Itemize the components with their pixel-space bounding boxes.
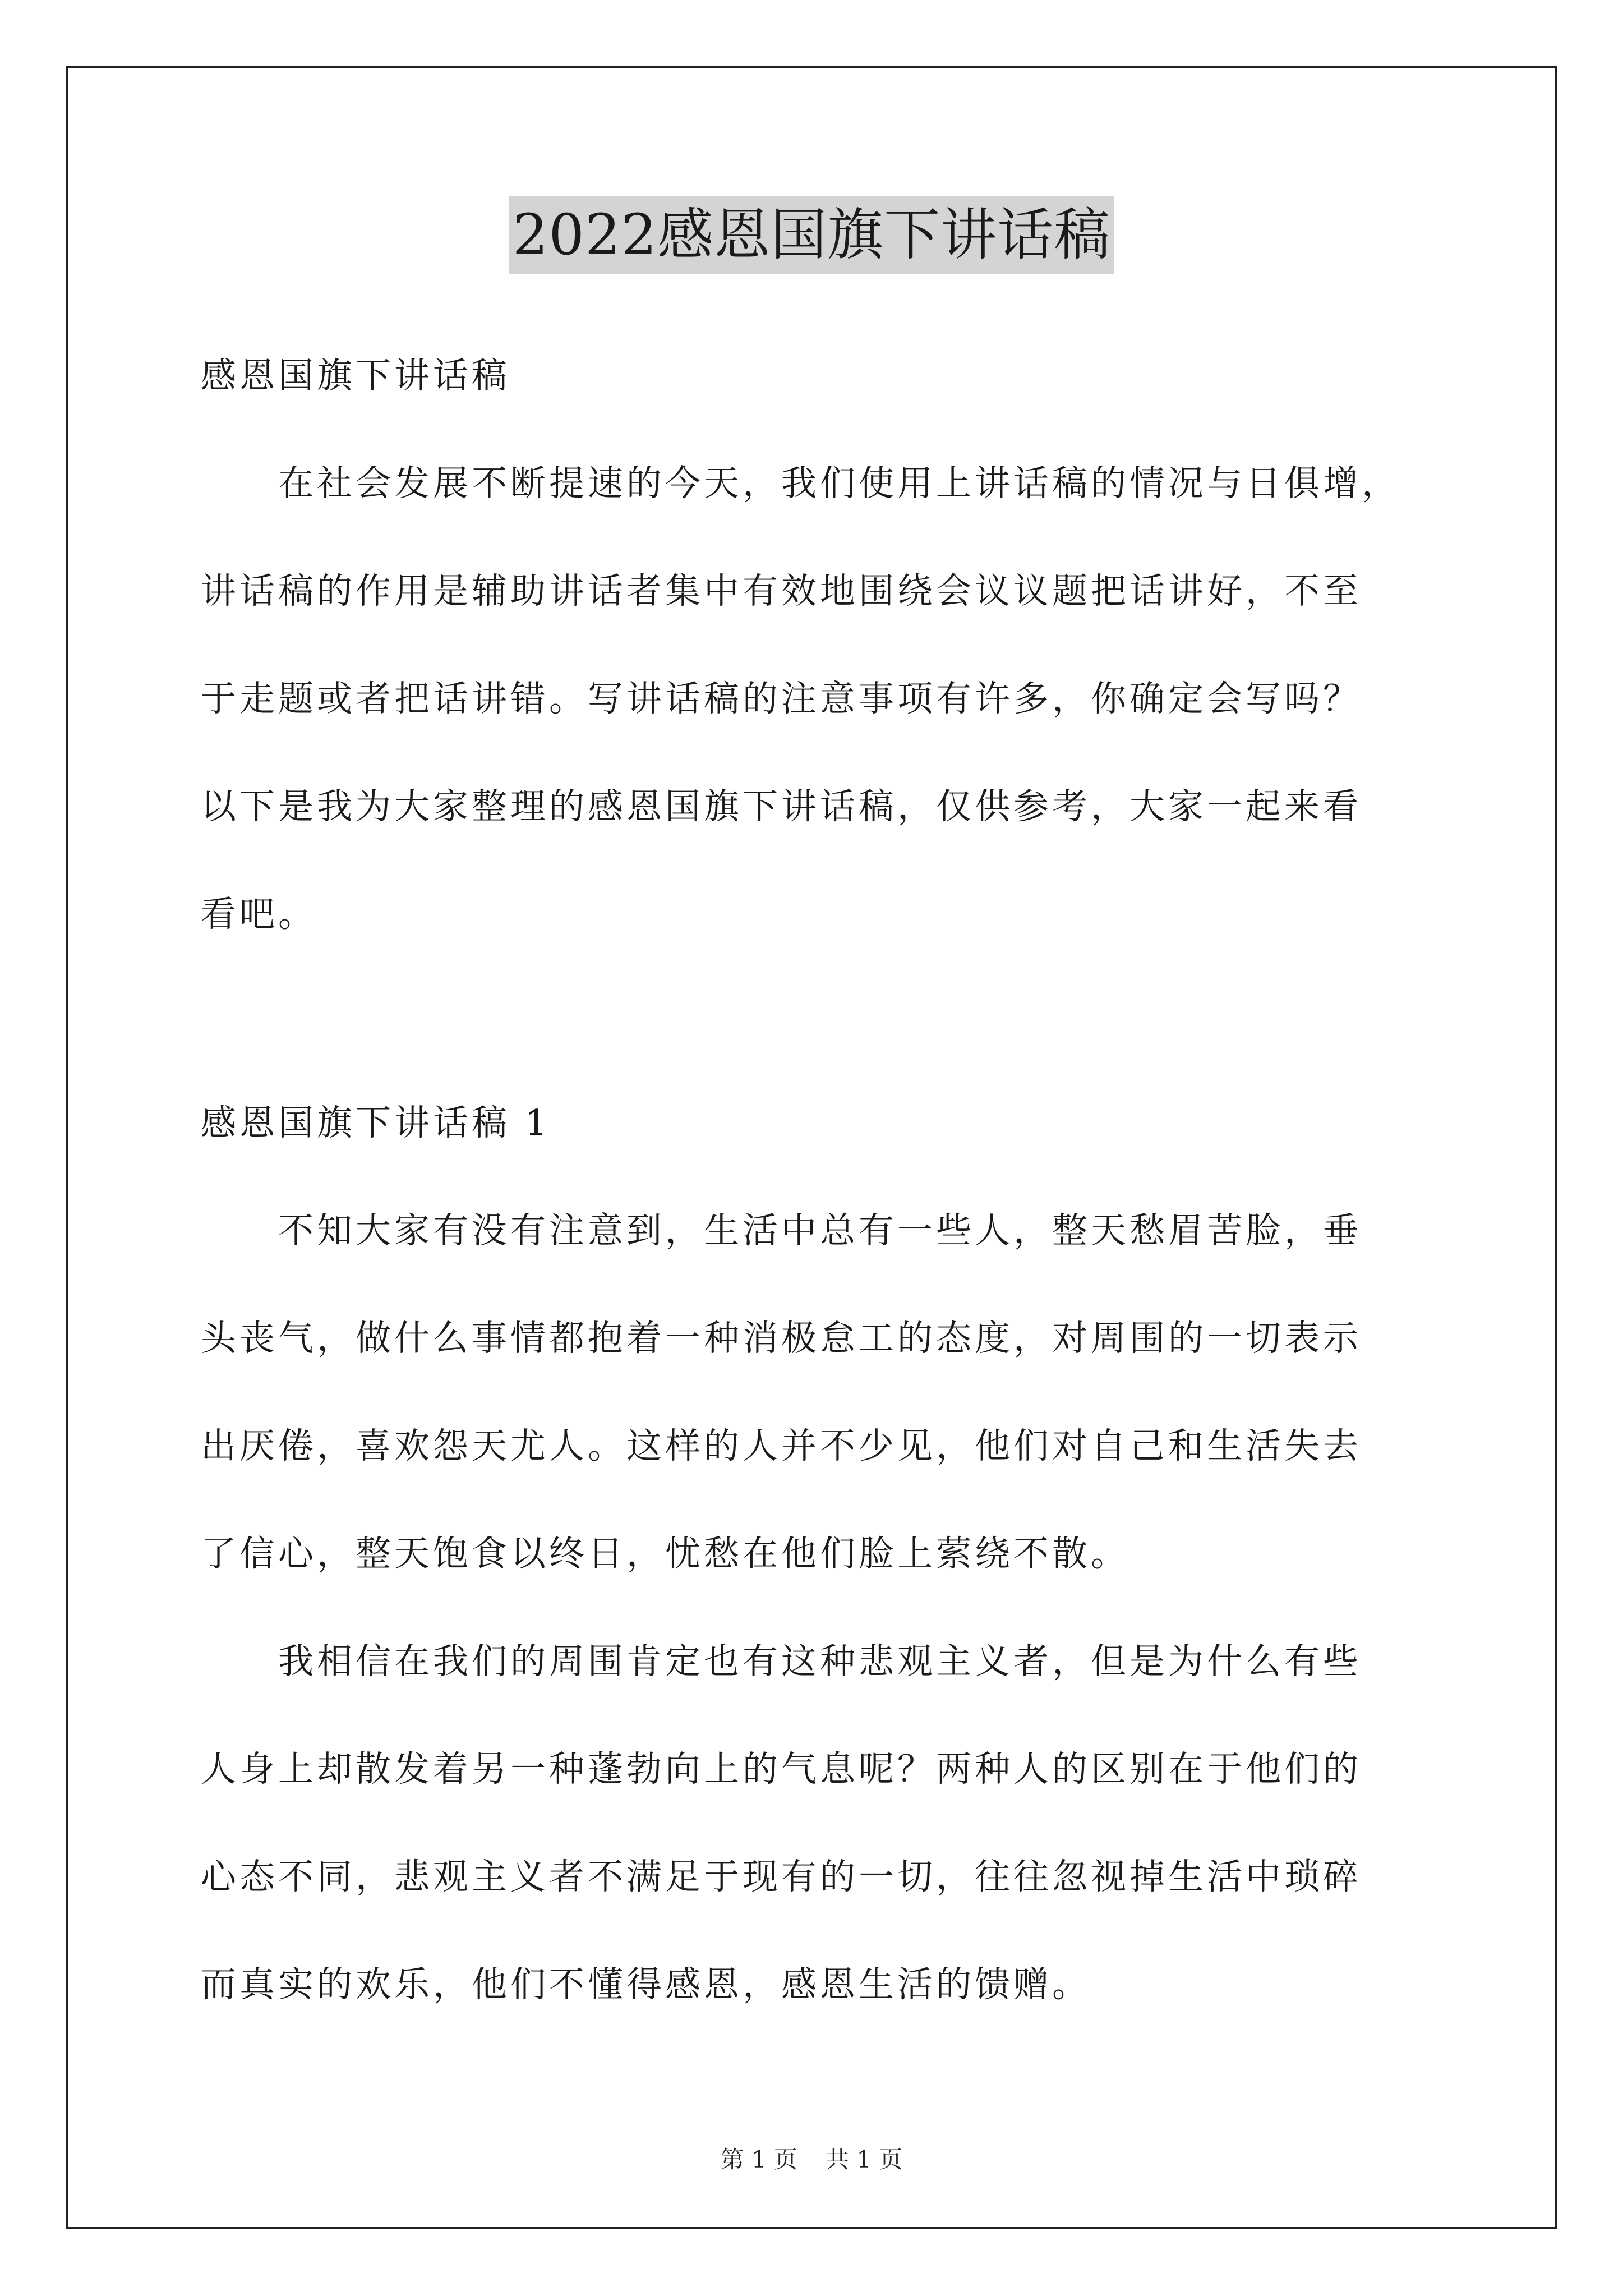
paragraph-2-line: 而真实的欢乐，他们不懂得感恩，感恩生活的馈赠。 — [201, 1964, 1091, 2005]
paragraph-2-line: 人身上却散发着另一种蓬勃向上的气息呢？两种人的区别在于他们的 — [201, 1749, 1362, 1789]
title-container — [0, 196, 1623, 274]
paragraph-1-line: 头丧气，做什么事情都抱着一种消极怠工的态度，对周围的一切表示 — [201, 1318, 1362, 1359]
paragraph-1-line: 出厌倦，喜欢怨天尤人。这样的人并不少见，他们对自己和生活失去 — [201, 1425, 1362, 1466]
paragraph-2-line: 心态不同，悲观主义者不满足于现有的一切，往往忽视掉生活中琐碎 — [201, 1856, 1362, 1897]
intro-line: 看吧。 — [201, 894, 317, 935]
paragraph-1-line: 了信心，整天饱食以终日，忧愁在他们脸上萦绕不散。 — [201, 1533, 1129, 1574]
intro-line: 于走题或者把话讲错。写讲话稿的注意事项有许多，你确定会写吗？ — [201, 678, 1362, 719]
paragraph-1-line: 不知大家有没有注意到，生活中总有一些人，整天愁眉苦脸，垂 — [278, 1210, 1362, 1251]
intro-line: 讲话稿的作用是辅助讲话者集中有效地围绕会议议题把话讲好，不至 — [201, 570, 1362, 611]
page-number: 第 1 页 — [720, 2146, 797, 2173]
intro-line: 在社会发展不断提速的今天，我们使用上讲话稿的情况与日俱增， — [278, 463, 1400, 504]
document-title: 2022感恩国旗下讲话稿 — [509, 196, 1114, 274]
page-total: 共 1 页 — [826, 2146, 903, 2173]
paragraph-2 — [201, 1608, 1423, 2039]
intro-paragraph — [201, 430, 1423, 968]
document-subtitle — [201, 322, 1423, 430]
section-heading-text: 感恩国旗下讲话稿 1 — [201, 1102, 551, 1143]
paragraph-2-line: 我相信在我们的周围肯定也有这种悲观主义者，但是为什么有些 — [278, 1641, 1362, 1682]
intro-line: 以下是我为大家整理的感恩国旗下讲话稿，仅供参考，大家一起来看 — [201, 786, 1362, 827]
section-heading — [201, 1069, 1423, 1177]
page-footer — [0, 2144, 1623, 2175]
subtitle-text: 感恩国旗下讲话稿 — [201, 355, 510, 396]
paragraph-1 — [201, 1177, 1423, 1608]
